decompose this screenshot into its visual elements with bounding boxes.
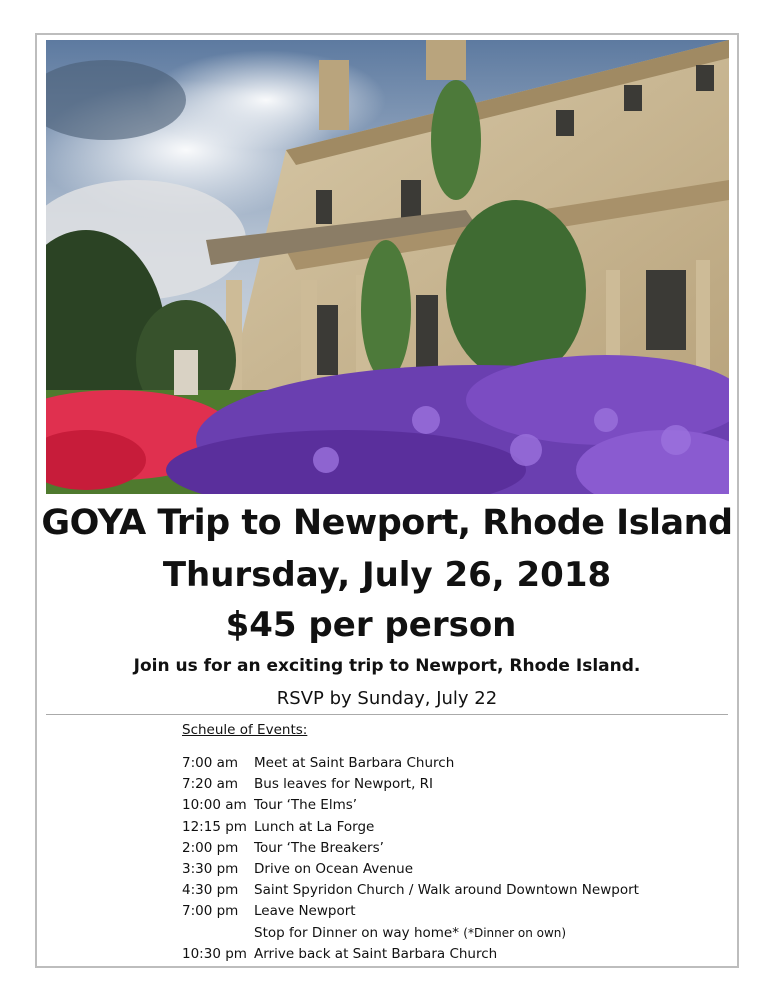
- event-time: 7:00 am: [182, 755, 239, 771]
- event-note: (*Dinner on own): [463, 925, 567, 940]
- event-time: 12:15 pm: [182, 818, 247, 835]
- event-description: Tour ‘The Breakers’: [254, 839, 384, 856]
- event-time: 7:00 pm: [182, 903, 239, 920]
- event-time: 10:00 am: [182, 797, 247, 814]
- event-time: 2:00 pm: [182, 839, 239, 856]
- event-description: Tour ‘The Elms’: [254, 797, 358, 814]
- event-row: [182, 753, 722, 774]
- mansion-garden-image: [46, 40, 729, 494]
- event-description: Drive on Ocean Avenue: [254, 860, 414, 877]
- divider: [46, 714, 728, 715]
- event-description: Meet at Saint Barbara Church: [254, 755, 455, 771]
- event-time: 10:30 pm: [182, 945, 247, 962]
- event-time: [182, 923, 254, 944]
- event-description: Saint Spyridon Church / Walk around Downtown Newport: [254, 882, 639, 899]
- event-time: 3:30 pm: [182, 860, 239, 877]
- event-row: [182, 838, 722, 859]
- event-list: [182, 753, 722, 965]
- event-price: $45 per person: [225, 605, 517, 645]
- invite-text: Join us for an exciting trip to Newport, Rhode Island.: [133, 656, 641, 676]
- event-row: [182, 774, 722, 795]
- event-description: Leave Newport: [254, 903, 356, 920]
- event-description-text: Stop for Dinner on way home*: [254, 924, 459, 941]
- event-description: Lunch at La Forge: [254, 818, 375, 835]
- event-time: 4:30 pm: [182, 882, 239, 899]
- event-row: [182, 901, 722, 922]
- event-row: [182, 795, 722, 816]
- event-row: [182, 859, 722, 880]
- event-row: [182, 817, 722, 838]
- rsvp-text: RSVP by Sunday, July 22: [276, 688, 498, 709]
- event-description: Bus leaves for Newport, RI: [254, 776, 434, 793]
- flyer-title: GOYA Trip to Newport, Rhode Island: [41, 503, 733, 543]
- event-date: Thursday, July 26, 2018: [162, 555, 612, 595]
- event-description: [254, 923, 722, 944]
- event-row: [182, 923, 722, 944]
- event-row: [182, 880, 722, 901]
- event-row: [182, 944, 722, 965]
- mansion-photo: [46, 40, 729, 494]
- event-time: 7:20 am: [182, 776, 239, 793]
- event-description: Arrive back at Saint Barbara Church: [254, 945, 498, 962]
- schedule-section: [182, 719, 722, 965]
- schedule-heading: Scheule of Events:: [182, 722, 308, 738]
